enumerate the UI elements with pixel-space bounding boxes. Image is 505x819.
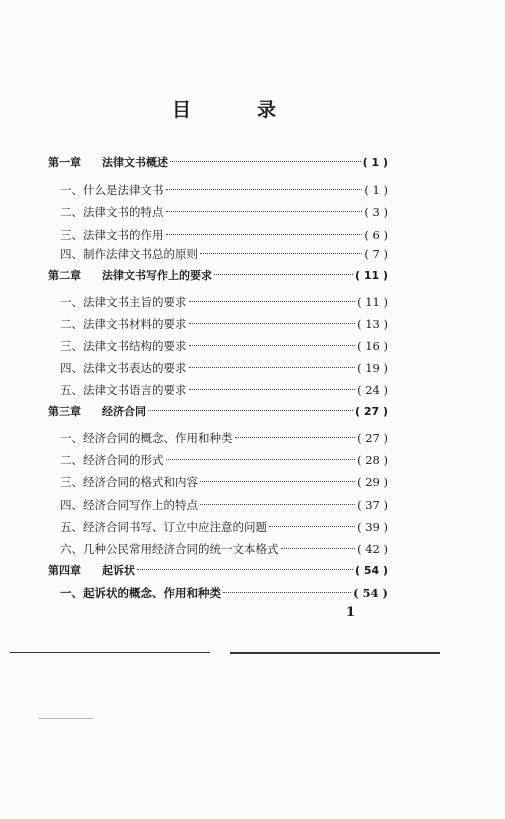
section-entry — [60, 430, 388, 446]
entry-page-number: ( 42 ) — [357, 542, 388, 556]
bottom-rule-right — [230, 652, 440, 654]
entry-page-number: ( 13 ) — [357, 317, 388, 331]
entry-page-number: ( 39 ) — [357, 520, 388, 534]
section-entry — [60, 227, 388, 243]
entry-page-number: ( 1 ) — [364, 183, 388, 197]
entry-title: 四、经济合同写作上的特点 — [60, 498, 198, 512]
dot-leader — [214, 274, 353, 275]
entry-title: 法律文书概述 — [102, 156, 168, 169]
dot-leader — [200, 504, 355, 505]
entry-page-number: ( 16 ) — [357, 339, 388, 353]
entry-title: 四、制作法律文书总的原则 — [60, 247, 198, 261]
entry-title: 五、法律文书语言的要求 — [60, 383, 187, 397]
chapter-entry — [48, 155, 388, 171]
chapter-entry — [48, 404, 388, 420]
section-entry — [60, 452, 388, 468]
dot-leader — [189, 389, 356, 390]
entry-page-number: ( 3 ) — [364, 205, 388, 219]
section-entry — [60, 246, 388, 262]
title-char-2: 录 — [257, 99, 277, 121]
dot-leader — [170, 161, 361, 162]
section-entry — [60, 338, 388, 354]
entry-title: 二、法律文书材料的要求 — [60, 317, 187, 331]
bottom-rule-short — [38, 718, 93, 719]
chapter-number: 第三章 — [48, 405, 81, 418]
entry-title: 四、法律文书表达的要求 — [60, 361, 187, 375]
entry-title: 六、几种公民常用经济合同的统一文本格式 — [60, 542, 279, 556]
entry-page-number: ( 11 ) — [357, 295, 388, 309]
page-number: 1 — [346, 605, 356, 620]
section-entry — [60, 474, 388, 490]
entry-page-number: ( 37 ) — [357, 498, 388, 512]
section-entry — [60, 182, 388, 198]
entry-title: 三、经济合同的格式和内容 — [60, 475, 198, 489]
entry-title: 一、起诉状的概念、作用和种类 — [60, 586, 221, 600]
section-entry — [60, 294, 388, 310]
section-entry — [60, 204, 388, 220]
dot-leader — [223, 592, 351, 593]
dot-leader — [166, 189, 363, 190]
entry-title: 起诉状 — [102, 564, 135, 577]
section-entry — [60, 519, 388, 535]
dot-leader — [269, 526, 355, 527]
dot-leader — [148, 410, 353, 411]
entry-title: 三、法律文书结构的要求 — [60, 339, 187, 353]
entry-page-number: ( 54 ) — [354, 564, 388, 577]
entry-title: 经济合同 — [102, 405, 146, 418]
dot-leader — [189, 345, 356, 346]
dot-leader — [137, 569, 353, 570]
section-entry — [60, 585, 388, 601]
entry-title: 一、经济合同的概念、作用和种类 — [60, 431, 233, 445]
dot-leader — [200, 253, 362, 254]
chapter-entry — [48, 268, 388, 284]
entry-page-number: ( 7 ) — [364, 247, 388, 261]
section-entry — [60, 497, 388, 513]
bottom-rule-left — [10, 652, 210, 653]
entry-page-number: ( 11 ) — [354, 269, 388, 282]
entry-page-number: ( 28 ) — [357, 453, 388, 467]
dot-leader — [281, 548, 356, 549]
dot-leader — [200, 481, 355, 482]
chapter-number: 第一章 — [48, 156, 81, 169]
section-entry — [60, 360, 388, 376]
dot-leader — [189, 367, 356, 368]
section-entry — [60, 541, 388, 557]
entry-title: 二、经济合同的形式 — [60, 453, 164, 467]
dot-leader — [235, 437, 356, 438]
dot-leader — [166, 234, 363, 235]
entry-page-number: ( 29 ) — [357, 475, 388, 489]
entry-page-number: ( 19 ) — [357, 361, 388, 375]
section-entry — [60, 316, 388, 332]
dot-leader — [166, 211, 363, 212]
entry-title: 三、法律文书的作用 — [60, 228, 164, 242]
dot-leader — [166, 459, 356, 460]
chapter-entry — [48, 563, 388, 579]
chapter-number: 第二章 — [48, 269, 81, 282]
entry-page-number: ( 54 ) — [353, 586, 388, 600]
entry-page-number: ( 24 ) — [357, 383, 388, 397]
dot-leader — [189, 301, 356, 302]
title-char-1: 目 — [172, 99, 192, 121]
entry-page-number: ( 6 ) — [364, 228, 388, 242]
entry-title: 五、经济合同书写、订立中应注意的问题 — [60, 520, 267, 534]
entry-page-number: ( 1 ) — [362, 156, 388, 169]
entry-title: 一、什么是法律文书 — [60, 183, 164, 197]
entry-title: 法律文书写作上的要求 — [102, 269, 212, 282]
entry-page-number: ( 27 ) — [357, 431, 388, 445]
section-entry — [60, 382, 388, 398]
entry-title: 一、法律文书主旨的要求 — [60, 295, 187, 309]
entry-page-number: ( 27 ) — [354, 405, 388, 418]
entry-title: 二、法律文书的特点 — [60, 205, 164, 219]
chapter-number: 第四章 — [48, 564, 81, 577]
dot-leader — [189, 323, 356, 324]
